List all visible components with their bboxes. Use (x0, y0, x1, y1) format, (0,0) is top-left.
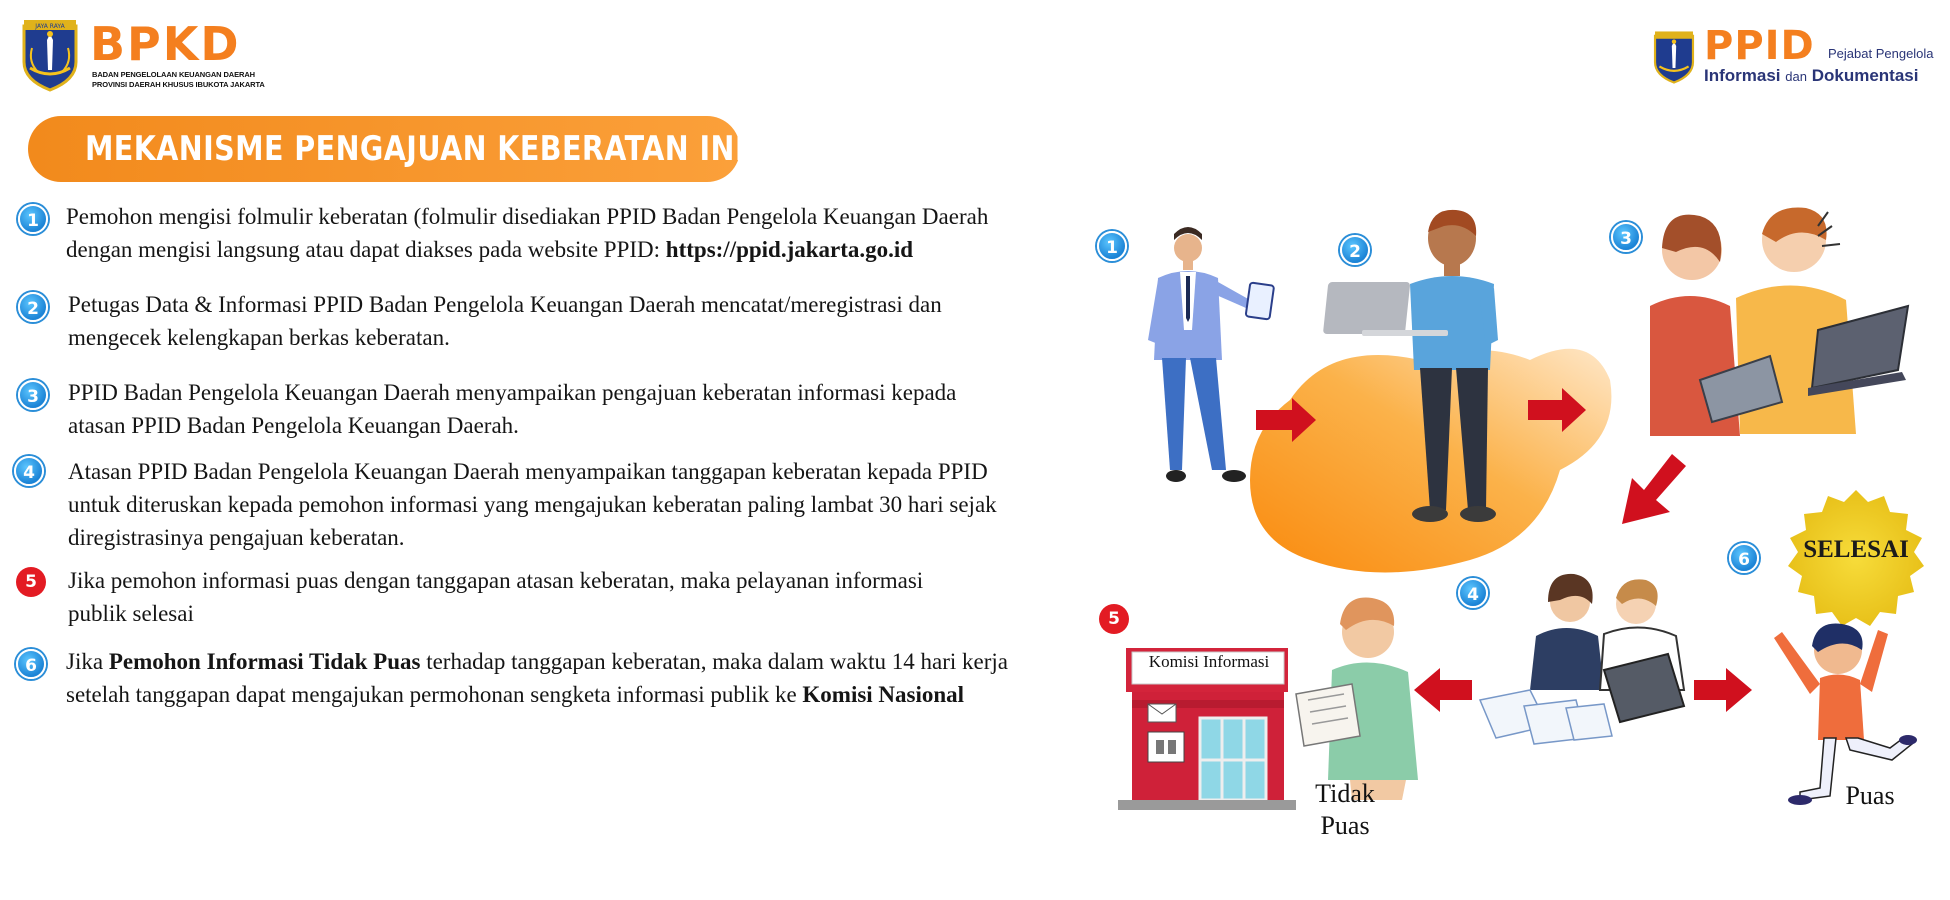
step-emphasis: Pemohon Informasi Tidak Puas (108, 649, 421, 674)
bpkd-subtitle-line2: PROVINSI DAERAH KHUSUS IBUKOTA JAKARTA (92, 80, 265, 89)
arrow-down-left-icon (1622, 454, 1686, 524)
step-emphasis: Komisi Nasional (802, 682, 965, 707)
step-line: publik selesai (68, 601, 194, 626)
puas-caption: Puas (1845, 781, 1895, 810)
illustration-step-badge: 4 (1458, 578, 1488, 608)
page-title: MEKANISME PENGAJUAN KEBERATAN INFORMASI (84, 129, 886, 169)
ppid-tagline-dokumentasi: Dokumentasi (1811, 66, 1919, 85)
tidak-puas-caption (1290, 778, 1400, 842)
illustration-step-badge: 3 (1611, 222, 1641, 252)
ppid-website-link[interactable]: https://ppid.jakarta.go.id (665, 237, 914, 262)
arrow-left-icon (1414, 668, 1472, 712)
happy-applicant-icon (1774, 623, 1917, 805)
person-supervisor-icon (1480, 574, 1684, 744)
step-line: Petugas Data & Informasi PPID Badan Pengelola Keuangan Daerah mencatat/meregistrasi dan (68, 292, 942, 317)
unhappy-applicant-icon (1296, 598, 1418, 800)
step-line: atasan PPID Badan Pengelola Keuangan Daerah. (68, 413, 519, 438)
step-line: Atasan PPID Badan Pengelola Keuangan Daerah menyampaikan tanggapan keberatan kepada PPID (68, 459, 988, 484)
illustration-step-badge: 5 (1099, 604, 1129, 634)
illustration-step-badge: 1 (1097, 231, 1127, 261)
ppid-wordmark: PPID (1704, 23, 1815, 69)
person-ppid-team-icon (1650, 208, 1908, 436)
illustration-step-badge: 2 (1340, 235, 1370, 265)
komisi-informasi-label: Komisi Informasi (1148, 652, 1270, 671)
step-number-badge: 1 (18, 204, 48, 234)
tidak-puas-line2: Puas (1320, 811, 1370, 840)
ppid-tagline-dan: dan (1785, 69, 1807, 84)
step-line-text: dengan mengisi langsung atau dapat diakses pada website PPID: (66, 237, 666, 262)
step-number-badge: 2 (18, 292, 48, 322)
person-applicant-icon (1148, 227, 1274, 482)
step-line: untuk diteruskan kepada pemohon informasi yang mengajukan keberatan paling lambat 30 hari sejak (68, 492, 997, 517)
ppid-tagline-informasi: Informasi (1704, 66, 1781, 85)
step-line: diregistrasinya pengajuan keberatan. (68, 525, 405, 550)
illustration-step-badge: 6 (1729, 543, 1759, 573)
step-number-badge: 3 (18, 380, 48, 410)
komisi-informasi-building-icon (1118, 648, 1296, 810)
tidak-puas-line1: Tidak (1315, 779, 1375, 808)
step-number-badge: 5 (16, 567, 46, 597)
bpkd-wordmark: BPKD (90, 17, 241, 71)
step-number-badge: 4 (14, 456, 44, 486)
step-number-badge: 6 (16, 649, 46, 679)
step-line: Jika pemohon informasi puas dengan tanggapan atasan keberatan, maka pelayanan informasi (68, 568, 924, 593)
step-line: Pemohon mengisi folmulir keberatan (folmulir disediakan PPID Badan Pengelola Keuangan Daerah (66, 204, 989, 229)
svg-text:JAYA RAYA: JAYA RAYA (35, 23, 65, 30)
ppid-tagline-top: Pejabat Pengelola (1828, 46, 1934, 61)
step-line-text: terhadap tanggapan keberatan, maka dalam waktu 14 hari kerja (420, 649, 1008, 674)
step-line-text: Jika (66, 649, 109, 674)
step-line: PPID Badan Pengelola Keuangan Daerah menyampaikan pengajuan keberatan informasi kepada (68, 380, 957, 405)
arrow-right-icon (1694, 668, 1752, 712)
bpkd-subtitle-line1: BADAN PENGELOLAAN KEUANGAN DAERAH (92, 70, 255, 79)
selesai-label: SELESAI (1803, 536, 1909, 563)
step-line: mengecek kelengkapan berkas keberatan. (68, 325, 450, 350)
step-line-text: setelah tanggapan dapat mengajukan permohonan sengketa informasi publik ke (66, 682, 803, 707)
